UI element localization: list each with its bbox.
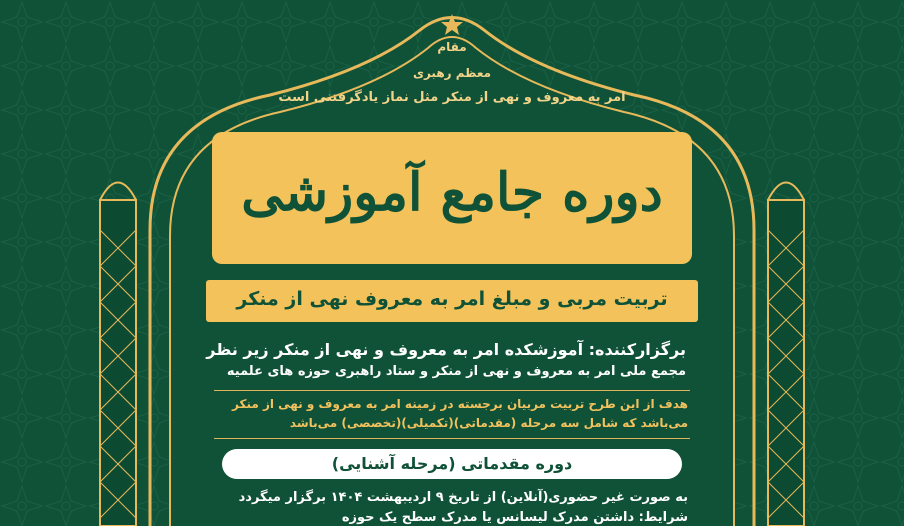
header-quote: امر به معروف و نهی از منکر مثل نماز یادگرفتنی است — [278, 90, 626, 105]
goal-line-1: هدف از این طرح تربیت مربیان برجسته در زمینه امر به معروف و نهی از منکر — [232, 397, 688, 411]
header-line-1: مقام — [437, 40, 467, 54]
goal-line-2: می‌باشد که شامل سه مرحله (مقدماتی)(تکمیلی)(تخصصی) می‌باشد — [289, 416, 688, 430]
subtitle-text: تربیت مربی و مبلغ امر به معروف نهی از منکر — [236, 288, 668, 310]
organizer-line-1: برگزارکننده: آموزشکده امر به معروف و نهی از منکر زیر نظر — [206, 340, 686, 359]
details-line-1: به صورت غیر حضوری(آنلاین) از تاریخ ۹ اردیبهشت ۱۴۰۴ برگزار میگردد — [238, 490, 688, 505]
stage-pill — [222, 449, 682, 479]
subtitle-ribbon — [206, 280, 698, 322]
right-column-ornament — [768, 183, 804, 526]
details-line-2: شرایط: داشتن مدرک لیسانس یا مدرک سطح یک حوزه — [341, 510, 688, 525]
stage-label: دوره مقدماتی (مرحله آشنایی) — [331, 454, 573, 473]
calligraphy-title: دوره جامع آموزشی — [241, 162, 663, 223]
divider-bottom — [214, 438, 690, 439]
divider-top — [214, 390, 690, 391]
header-line-2: معظم رهبری — [412, 66, 492, 80]
title-box — [212, 132, 692, 264]
left-column-ornament — [100, 183, 136, 526]
organizer-line-2: مجمع ملی امر به معروف و نهی از منکر و ستاد راهبری حوزه های علمیه — [226, 364, 686, 379]
